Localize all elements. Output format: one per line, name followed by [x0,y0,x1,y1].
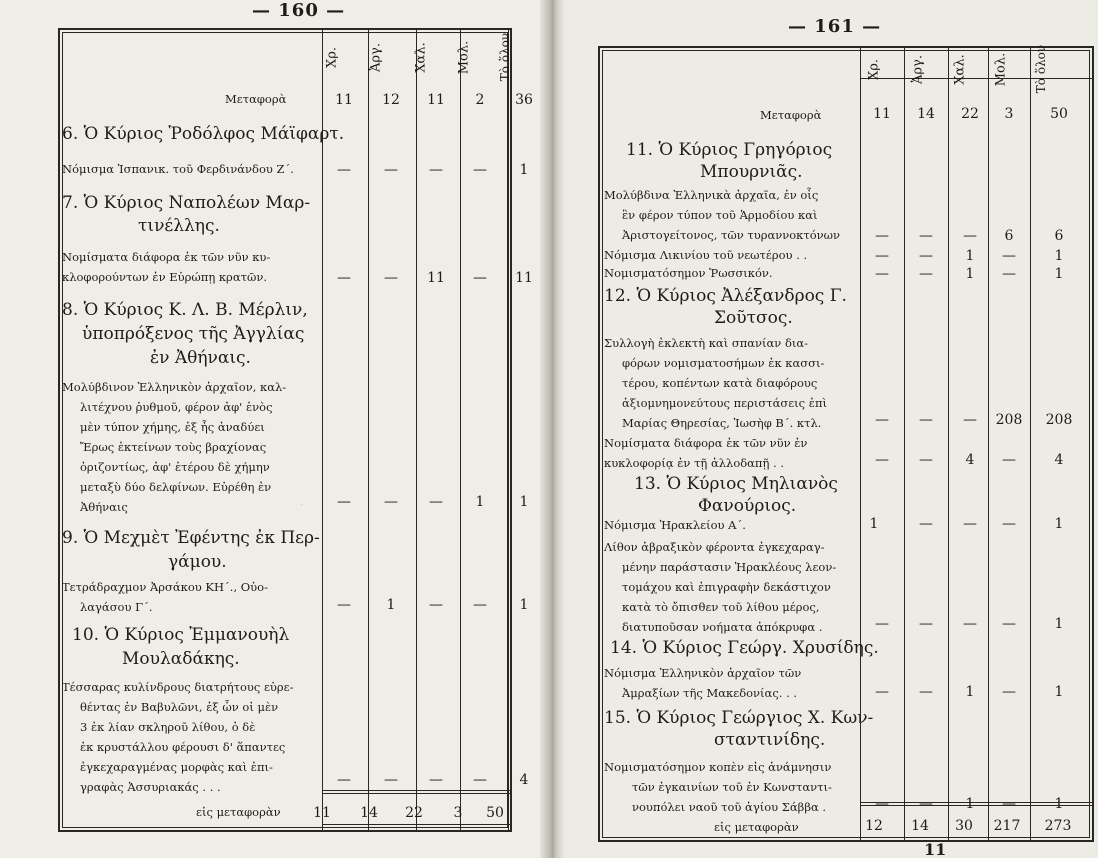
entry-line: ἀξιομνημονεύτους περιστάσεις ἐπὶ [622,396,828,410]
value-cell: 50 [1050,106,1068,122]
value-cell: 1 [965,248,975,264]
value-cell: — [384,772,398,788]
value-cell: — [429,597,443,613]
column-header-gold: Χρ. [866,58,882,81]
carry-in-label: Μεταφορὰ [225,92,287,106]
entry-heading: Μουλαδάκης. [122,649,240,669]
value-cell: — [875,796,889,812]
entry-line: Νομισματόσημον Ῥωσσικόν. [604,266,773,280]
entry-line: λιτέχνου ῥυθμοῦ, φέρον ἀφ' ἑνὸς [80,400,273,414]
value-cell: — [875,248,889,264]
column-header-bronze: Χαλ. [952,54,968,85]
entry-line: γραφὰς Ἀσσυριακάς . . . [80,780,221,794]
value-cell: — [1002,266,1016,282]
value-cell: — [384,162,398,178]
value-cell: — [384,494,398,510]
value-cell: 6 [1004,228,1014,244]
entry-line: μένην παράστασιν Ἡρακλέους λεον- [622,560,837,574]
value-cell: 217 [993,818,1021,834]
entry-line: ἓν φέρον τύπον τοῦ Ἁρμοδίου καὶ [622,208,818,222]
value-cell: — [1002,616,1016,632]
entry-line: Τέσσαρας κυλίνδρους διατρήτους εὑρε- [62,680,294,694]
value-cell: 208 [995,412,1023,428]
value-cell: — [963,516,977,532]
value-cell: — [337,270,351,286]
value-cell: 1 [1054,684,1064,700]
column-header-lead: Μολ. [456,40,472,75]
column-header-bronze: Χαλ. [413,42,429,73]
column-header-gold: Χρ. [324,46,340,69]
value-cell: 36 [515,92,533,108]
entry-heading: Σοῦτσος. [714,308,793,328]
value-cell: — [1002,452,1016,468]
entry-line: Συλλογὴ ἐκλεκτὴ καὶ σπανίαν δια- [604,336,809,350]
entry-heading: 7. Ὁ Κύριος Ναπολέων Μαρ- [62,193,311,213]
entry-heading: 9. Ὁ Μεχμὲτ Ἐφέντης ἐκ Περ- [62,528,320,548]
value-cell: — [384,270,398,286]
entry-heading: 15. Ὁ Κύριος Γεώργιος Χ. Κων- [604,708,874,728]
entry-line: φόρων νομισματοσήμων ἐκ κασσι- [622,356,825,370]
value-cell: — [1002,684,1016,700]
value-cell: 14 [911,818,929,834]
value-cell: 22 [405,805,423,821]
value-cell: — [473,772,487,788]
entry-line: Μολύβδινα Ἑλληνικὰ ἀρχαῖα, ἐν οἷς [604,188,819,202]
entry-line: Ἔρως ἐκτείνων τοὺς βραχίονας [80,440,267,454]
value-cell: — [337,597,351,613]
value-cell: — [919,266,933,282]
entry-heading: 12. Ὁ Κύριος Ἀλέξανδρος Γ. [604,286,847,306]
value-cell: — [963,616,977,632]
entry-line: τομάχου καὶ ἐπιγραφὴν δεκάστιχον [622,580,831,594]
value-cell: 1 [519,597,529,613]
value-cell: 11 [427,270,445,286]
value-cell: 1 [519,494,529,510]
entry-line: ὁριζοντίως, ἀφ' ἑτέρου δὲ χήμην [80,460,270,474]
entry-line: λαγάσου Γ΄. [80,600,153,614]
value-cell: — [429,772,443,788]
value-cell: 1 [965,266,975,282]
entry-line: κυκλοφορίᾳ ἐν τῇ ἀλλοδαπῇ . . [604,456,784,470]
value-cell: 14 [917,106,935,122]
entry-line: κλοφορούντων ἐν Εὐρώπῃ κρατῶν. [62,270,267,284]
entry-line: ἐκ κρυστάλλου φέρουσι δ' ἅπαντες [80,740,286,754]
carry-out-label: εἰς μεταφορὰν [714,820,799,834]
carry-in-label: Μεταφορὰ [760,108,822,122]
column-header-total: Τὸ ὅλον [498,32,512,82]
value-cell: — [963,412,977,428]
page-number: — 161 — [788,16,882,37]
entry-heading: τινέλλης. [138,216,220,236]
value-cell: 6 [1054,228,1064,244]
value-cell: — [919,684,933,700]
column-header-total: Τὸ ὅλον [1034,44,1048,94]
value-cell: 1 [1054,248,1064,264]
entry-line: Ἀθήναις [80,500,128,514]
value-cell: 30 [955,818,973,834]
entry-heading: 11. Ὁ Κύριος Γρηγόριος [626,140,833,160]
entry-line: Λίθον ἀβραξικὸν φέροντα ἐγκεχαραγ- [604,540,825,554]
entry-line: θέντας ἐν Βαβυλῶνι, ἐξ ὧν οἱ μὲν [80,700,279,714]
value-cell: — [875,228,889,244]
entry-line: ἐγκεχαραγμένας μορφὰς καὶ ἐπι- [80,760,273,774]
value-cell: — [337,162,351,178]
column-header-silver: Ἀργ. [910,55,926,84]
entry-line: τέρου, κοπέντων κατὰ διαφόρους [622,376,818,390]
value-cell: 2 [475,92,485,108]
entry-line: Νόμισμα Ἑλληνικὸν ἀρχαῖον τῶν [604,666,802,680]
value-cell: — [875,452,889,468]
value-cell: 11 [515,270,533,286]
entry-heading: 14. Ὁ Κύριος Γεώργ. Χρυσίδης. [610,638,879,658]
entry-line: τῶν ἐγκαινίων τοῦ ἐν Κωνσταντι- [632,780,832,794]
entry-line: 3 ἐκ λίαν σκληροῦ λίθου, ὁ δὲ [80,720,256,734]
entry-heading: Μπουρνιᾶς. [700,162,803,182]
value-cell: — [337,772,351,788]
entry-line: Μολύβδινον Ἑλληνικὸν ἀρχαῖον, καλ- [62,380,287,394]
value-cell: — [919,248,933,264]
entry-heading: 13. Ὁ Κύριος Μηλιανὸς [634,474,838,494]
entry-heading: 6. Ὁ Κύριος Ῥοδόλφος Μάϊφαρτ. [62,124,345,144]
value-cell: 1 [965,684,975,700]
value-cell: — [473,162,487,178]
entry-heading: γάμου. [168,552,227,572]
entry-heading: Φανούριος. [698,496,797,516]
value-cell: 4 [1054,452,1064,468]
value-cell: 208 [1045,412,1073,428]
entry-line: Νομίσματα διάφορα ἐκ τῶν νῦν ἐν [604,436,808,450]
column-header-lead: Μολ. [993,52,1009,87]
value-cell: 1 [1054,796,1064,812]
bleed-through-text: · [300,500,304,511]
value-cell: — [429,162,443,178]
entry-line: μεταξὺ δύο δελφίνων. Εὑρέθη ἐν [80,480,272,494]
value-cell: 273 [1044,818,1072,834]
value-cell: — [473,597,487,613]
value-cell: 1 [1054,516,1064,532]
value-cell: — [875,616,889,632]
value-cell: — [875,266,889,282]
value-cell: 3 [453,805,463,821]
value-cell: — [919,412,933,428]
value-cell: 4 [965,452,975,468]
value-cell: — [429,494,443,510]
value-cell: 12 [382,92,400,108]
entry-heading: 10. Ὁ Κύριος Ἐμμανουὴλ [72,625,290,645]
value-cell: 11 [335,92,353,108]
value-cell: — [963,228,977,244]
value-cell: 11 [427,92,445,108]
value-cell: — [1002,516,1016,532]
entry-line: Μαρίας Θηρεσίας, Ἰωσὴφ Β΄. κτλ. [622,416,822,430]
value-cell: 1 [965,796,975,812]
entry-line: Νόμισμα Ἱσπανικ. τοῦ Φερδινάνδου Ζ΄. [62,162,294,176]
entry-heading: 8. Ὁ Κύριος Κ. Λ. Β. Μέρλιν, [62,300,308,320]
value-cell: 1 [1054,616,1064,632]
value-cell: 11 [873,106,891,122]
entry-line: Νομισματόσημον κοπὲν εἰς ἀνάμνησιν [604,760,832,774]
value-cell: 12 [865,818,883,834]
entry-line: Ἀριστογείτονος, τῶν τυραννοκτόνων [622,228,841,242]
value-cell: 11 [313,805,331,821]
value-cell: — [919,228,933,244]
value-cell: — [473,270,487,286]
value-cell: 22 [961,106,979,122]
page-number: — 160 — [252,0,346,21]
signature-mark: 11 [924,840,947,858]
entry-line: διατυποῦσαν νοήματα ἀπόκρυφα . [622,620,823,634]
entry-line: Ἀμραξίων τῆς Μακεδονίας. . . [622,686,798,700]
entry-line: κατὰ τὸ ὄπισθεν τοῦ λίθου μέρος, [622,600,820,614]
entry-line: νουπόλει ναοῦ τοῦ ἁγίου Σάββα . [632,800,827,814]
value-cell: 1 [869,516,879,532]
value-cell: — [875,412,889,428]
entry-heading: ἐν Ἀθήναις. [150,348,251,368]
value-cell: 1 [475,494,485,510]
value-cell: — [919,796,933,812]
value-cell: 1 [1054,266,1064,282]
value-cell: — [875,684,889,700]
right-page [552,0,1098,858]
entry-heading: ὑποπρόξενος τῆς Ἀγγλίας [82,324,305,344]
column-header-silver: Ἀργ. [368,43,384,72]
value-cell: — [919,452,933,468]
value-cell: — [919,616,933,632]
value-cell: 3 [1004,106,1014,122]
entry-line: Νομίσματα διάφορα ἐκ τῶν νῦν κυ- [62,250,271,264]
entry-line: μὲν τύπον χήμης, ἐξ ἧς ἀναδύει [80,420,265,434]
value-cell: — [919,516,933,532]
value-cell: 50 [486,805,504,821]
value-cell: 1 [386,597,396,613]
carry-out-label: εἰς μεταφορὰν [196,805,281,819]
value-cell: — [1002,796,1016,812]
book-gutter [540,0,564,858]
entry-line: Νόμισμα Λικινίου τοῦ νεωτέρου . . [604,248,808,262]
value-cell: 1 [519,162,529,178]
entry-line: Νόμισμα Ἡρακλείου Α΄. [604,518,746,532]
value-cell: 4 [519,772,529,788]
value-cell: 14 [360,805,378,821]
value-cell: — [1002,248,1016,264]
value-cell: — [337,494,351,510]
entry-line: Τετράδραχμον Ἀρσάκου ΚΗ΄., Οὐο- [62,580,268,594]
entry-heading: σταντινίδης. [714,730,826,750]
